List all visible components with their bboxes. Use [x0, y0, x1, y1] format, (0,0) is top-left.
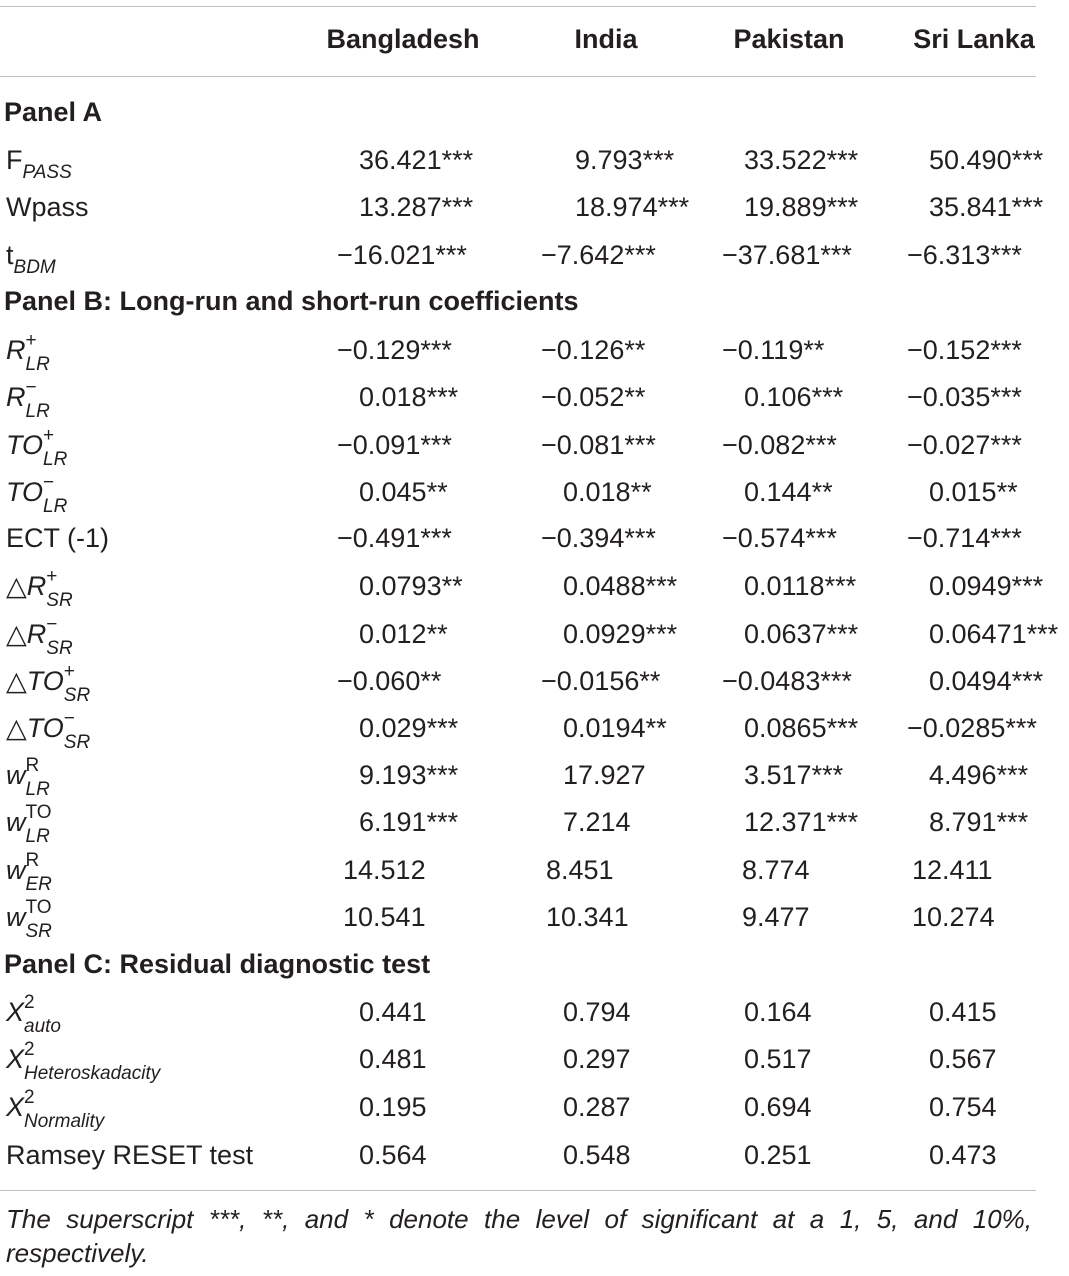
row-label — [6, 565, 73, 611]
cell-bangladesh: 0.012** — [359, 619, 448, 649]
row-label-subscript: LR — [25, 400, 50, 422]
row-label-superscript: TO — [25, 801, 52, 823]
row-label-subscript: Normality — [24, 1110, 105, 1132]
cell-pakistan: 12.371*** — [744, 807, 859, 837]
cell-india: −0.394*** — [541, 523, 656, 553]
cell-sri-lanka: 0.015** — [929, 477, 1018, 507]
delta-symbol: △ — [6, 619, 27, 649]
cell-bangladesh: −0.091*** — [337, 430, 452, 460]
row-label-subscript: SR — [25, 920, 52, 942]
cell-india: −0.052** — [541, 382, 646, 412]
cell-pakistan: 0.164 — [744, 997, 812, 1027]
row-label — [6, 1140, 253, 1171]
cell-india: 0.0488*** — [563, 571, 678, 601]
rule-footer — [0, 1190, 1036, 1191]
row-label — [6, 849, 52, 895]
cell-india: −0.081*** — [541, 430, 656, 460]
cell-bangladesh: −0.060** — [337, 666, 442, 696]
row-label-symbol: w — [6, 807, 26, 837]
row-label — [6, 613, 73, 659]
cell-india: 0.018** — [563, 477, 652, 507]
cell-sri-lanka: 0.754 — [929, 1092, 997, 1122]
row-label-subscript: SR — [63, 684, 91, 706]
cell-pakistan: 0.694 — [744, 1092, 812, 1122]
cell-sri-lanka: 50.490*** — [929, 145, 1044, 175]
cell-bangladesh: 36.421*** — [359, 145, 474, 175]
cell-pakistan: −0.082*** — [722, 430, 837, 460]
delta-symbol: △ — [6, 571, 27, 601]
cell-bangladesh: −16.021*** — [337, 240, 467, 270]
row-label-subscript: SR — [63, 731, 91, 753]
row-label-symbol: F — [6, 145, 23, 175]
row-label — [6, 1038, 161, 1084]
row-label-subscript: LR — [25, 825, 50, 847]
row-label-superscript: + — [63, 660, 75, 682]
column-header-bangladesh: Bangladesh — [326, 24, 480, 54]
panel-a-heading: Panel A — [4, 97, 103, 127]
row-label — [6, 1086, 105, 1132]
cell-bangladesh: 0.018*** — [359, 382, 459, 412]
cell-sri-lanka: −0.027*** — [907, 430, 1022, 460]
cell-bangladesh: 0.564 — [359, 1140, 427, 1170]
row-label-superscript: − — [43, 471, 55, 493]
cell-pakistan: −0.574*** — [722, 523, 837, 553]
row-label — [6, 376, 50, 422]
cell-sri-lanka: −0.0285*** — [907, 713, 1037, 743]
row-label-symbol: Wpass — [6, 192, 89, 222]
row-label-superscript: + — [25, 329, 37, 351]
cell-pakistan: 0.251 — [744, 1140, 812, 1170]
cell-bangladesh: 13.287*** — [359, 192, 474, 222]
column-header-sri-lanka: Sri Lanka — [913, 24, 1035, 54]
cell-sri-lanka: 8.791*** — [929, 807, 1029, 837]
row-label-superscript: + — [46, 565, 58, 587]
cell-india: 0.0194** — [563, 713, 667, 743]
cell-pakistan: 3.517*** — [744, 760, 844, 790]
row-label-subscript: SR — [46, 589, 73, 611]
cell-sri-lanka: 10.274 — [912, 902, 995, 932]
cell-bangladesh: 6.191*** — [359, 807, 459, 837]
cell-pakistan: −0.0483*** — [722, 666, 852, 696]
row-label — [6, 754, 50, 800]
cell-bangladesh: 0.0793** — [359, 571, 463, 601]
cell-india: 18.974*** — [575, 192, 690, 222]
row-label-superscript: 2 — [24, 1038, 35, 1060]
cell-india: 7.214 — [563, 807, 631, 837]
cell-sri-lanka: −0.152*** — [907, 335, 1022, 365]
panel-b-heading: Panel B: Long-run and short-run coefficients — [4, 286, 579, 316]
row-label — [6, 991, 61, 1037]
row-label-superscript: 2 — [24, 991, 35, 1013]
cell-pakistan: 0.517 — [744, 1044, 812, 1074]
row-label — [6, 660, 91, 706]
row-label-superscript: − — [63, 707, 75, 729]
row-label-subscript: PASS — [22, 162, 72, 183]
row-label — [6, 145, 72, 183]
cell-bangladesh: 0.195 — [359, 1092, 427, 1122]
cell-pakistan: 0.106*** — [744, 382, 844, 412]
row-label-symbol: X — [6, 997, 25, 1027]
cell-pakistan: 19.889*** — [744, 192, 859, 222]
row-label — [6, 192, 89, 223]
row-label-subscript: auto — [24, 1015, 61, 1037]
row-label-superscript: − — [25, 376, 37, 398]
row-label-subscript: LR — [25, 778, 50, 800]
row-label-symbol: t — [6, 240, 14, 270]
cell-india: 10.341 — [546, 902, 629, 932]
cell-bangladesh: 0.029*** — [359, 713, 459, 743]
cell-sri-lanka: 0.567 — [929, 1044, 997, 1074]
row-label-symbol: w — [6, 760, 26, 790]
row-label-subscript: ER — [25, 873, 52, 895]
row-label — [6, 329, 50, 375]
cell-bangladesh: 0.045** — [359, 477, 448, 507]
cell-bangladesh: 14.512 — [343, 855, 426, 885]
cell-india: 9.793*** — [575, 145, 675, 175]
row-label-symbol: TO — [6, 477, 44, 507]
row-label-superscript: − — [46, 613, 58, 635]
column-header-pakistan: Pakistan — [733, 24, 845, 54]
cell-bangladesh: 0.481 — [359, 1044, 427, 1074]
row-label-symbol: w — [6, 855, 26, 885]
cell-pakistan: 8.774 — [742, 855, 810, 885]
row-label-superscript: TO — [25, 896, 52, 918]
cell-sri-lanka: 0.415 — [929, 997, 997, 1027]
row-label-symbol: w — [6, 902, 26, 932]
cell-sri-lanka: 12.411 — [912, 855, 993, 885]
cell-india: 0.548 — [563, 1140, 631, 1170]
row-label — [6, 896, 52, 942]
column-header-india: India — [574, 24, 638, 54]
rule-top — [0, 6, 1036, 7]
row-label-superscript: R — [25, 754, 40, 776]
row-label-subscript: LR — [43, 495, 68, 517]
cell-bangladesh: 0.441 — [359, 997, 427, 1027]
panel-c-heading: Panel C: Residual diagnostic test — [4, 949, 431, 979]
cell-sri-lanka: 0.0494*** — [929, 666, 1044, 696]
row-label-symbol: TO — [6, 430, 44, 460]
row-label-symbol: TO — [26, 713, 64, 743]
cell-india: 0.794 — [563, 997, 631, 1027]
row-label-symbol: R — [6, 382, 26, 412]
cell-sri-lanka: 0.473 — [929, 1140, 997, 1170]
row-label — [6, 424, 68, 470]
row-label — [6, 240, 56, 278]
row-label-symbol: X — [6, 1092, 25, 1122]
row-label-symbol: R — [6, 335, 26, 365]
cell-pakistan: −0.119** — [722, 335, 825, 365]
cell-pakistan: 0.0865*** — [744, 713, 859, 743]
cell-india: 17.927 — [563, 760, 646, 790]
cell-pakistan: 0.0118*** — [744, 571, 857, 601]
cell-pakistan: −37.681*** — [722, 240, 852, 270]
cell-india: 0.0929*** — [563, 619, 678, 649]
cell-sri-lanka: −6.313*** — [907, 240, 1022, 270]
row-label — [6, 801, 52, 847]
row-label-subscript: SR — [46, 637, 73, 659]
row-label-superscript: 2 — [24, 1086, 35, 1108]
cell-bangladesh: 10.541 — [343, 902, 426, 932]
cell-sri-lanka: 35.841*** — [929, 192, 1044, 222]
cell-pakistan: 33.522*** — [744, 145, 859, 175]
row-label-symbol: Ramsey RESET test — [6, 1140, 254, 1170]
delta-symbol: △ — [6, 713, 27, 743]
row-label — [6, 471, 68, 517]
cell-bangladesh: −0.491*** — [337, 523, 452, 553]
cell-pakistan: 9.477 — [742, 902, 810, 932]
cell-india: 0.287 — [563, 1092, 631, 1122]
row-label-symbol: R — [26, 571, 47, 601]
row-label-superscript: + — [43, 424, 55, 446]
cell-india: 8.451 — [546, 855, 614, 885]
row-label-symbol: ECT (-1) — [6, 523, 110, 553]
cell-india: 0.297 — [563, 1044, 631, 1074]
row-label-symbol: R — [26, 619, 47, 649]
cell-india: −0.126** — [541, 335, 646, 365]
rule-header — [0, 76, 1036, 77]
cell-bangladesh: 9.193*** — [359, 760, 459, 790]
row-label-symbol: TO — [26, 666, 64, 696]
row-label-symbol: X — [6, 1044, 25, 1074]
table-footnote: The superscript ***, **, and * denote the level of significant at a 1, 5, and 10%, respectively. — [6, 1204, 1032, 1268]
row-label — [6, 523, 109, 554]
cell-bangladesh: −0.129*** — [337, 335, 452, 365]
row-label-subscript: Heteroskadacity — [24, 1062, 161, 1084]
cell-pakistan: 0.144** — [744, 477, 833, 507]
row-label — [6, 707, 91, 753]
cell-sri-lanka: 0.0949*** — [929, 571, 1044, 601]
cell-sri-lanka: 0.06471*** — [929, 619, 1059, 649]
cell-sri-lanka: −0.714*** — [907, 523, 1022, 553]
row-label-subscript: BDM — [13, 257, 56, 278]
cell-india: −0.0156** — [541, 666, 661, 696]
cell-pakistan: 0.0637*** — [744, 619, 859, 649]
cell-india: −7.642*** — [541, 240, 656, 270]
row-label-superscript: R — [25, 849, 40, 871]
delta-symbol: △ — [6, 666, 27, 696]
row-label-subscript: LR — [43, 448, 68, 470]
cell-sri-lanka: −0.035*** — [907, 382, 1022, 412]
row-label-subscript: LR — [25, 353, 50, 375]
cell-sri-lanka: 4.496*** — [929, 760, 1029, 790]
